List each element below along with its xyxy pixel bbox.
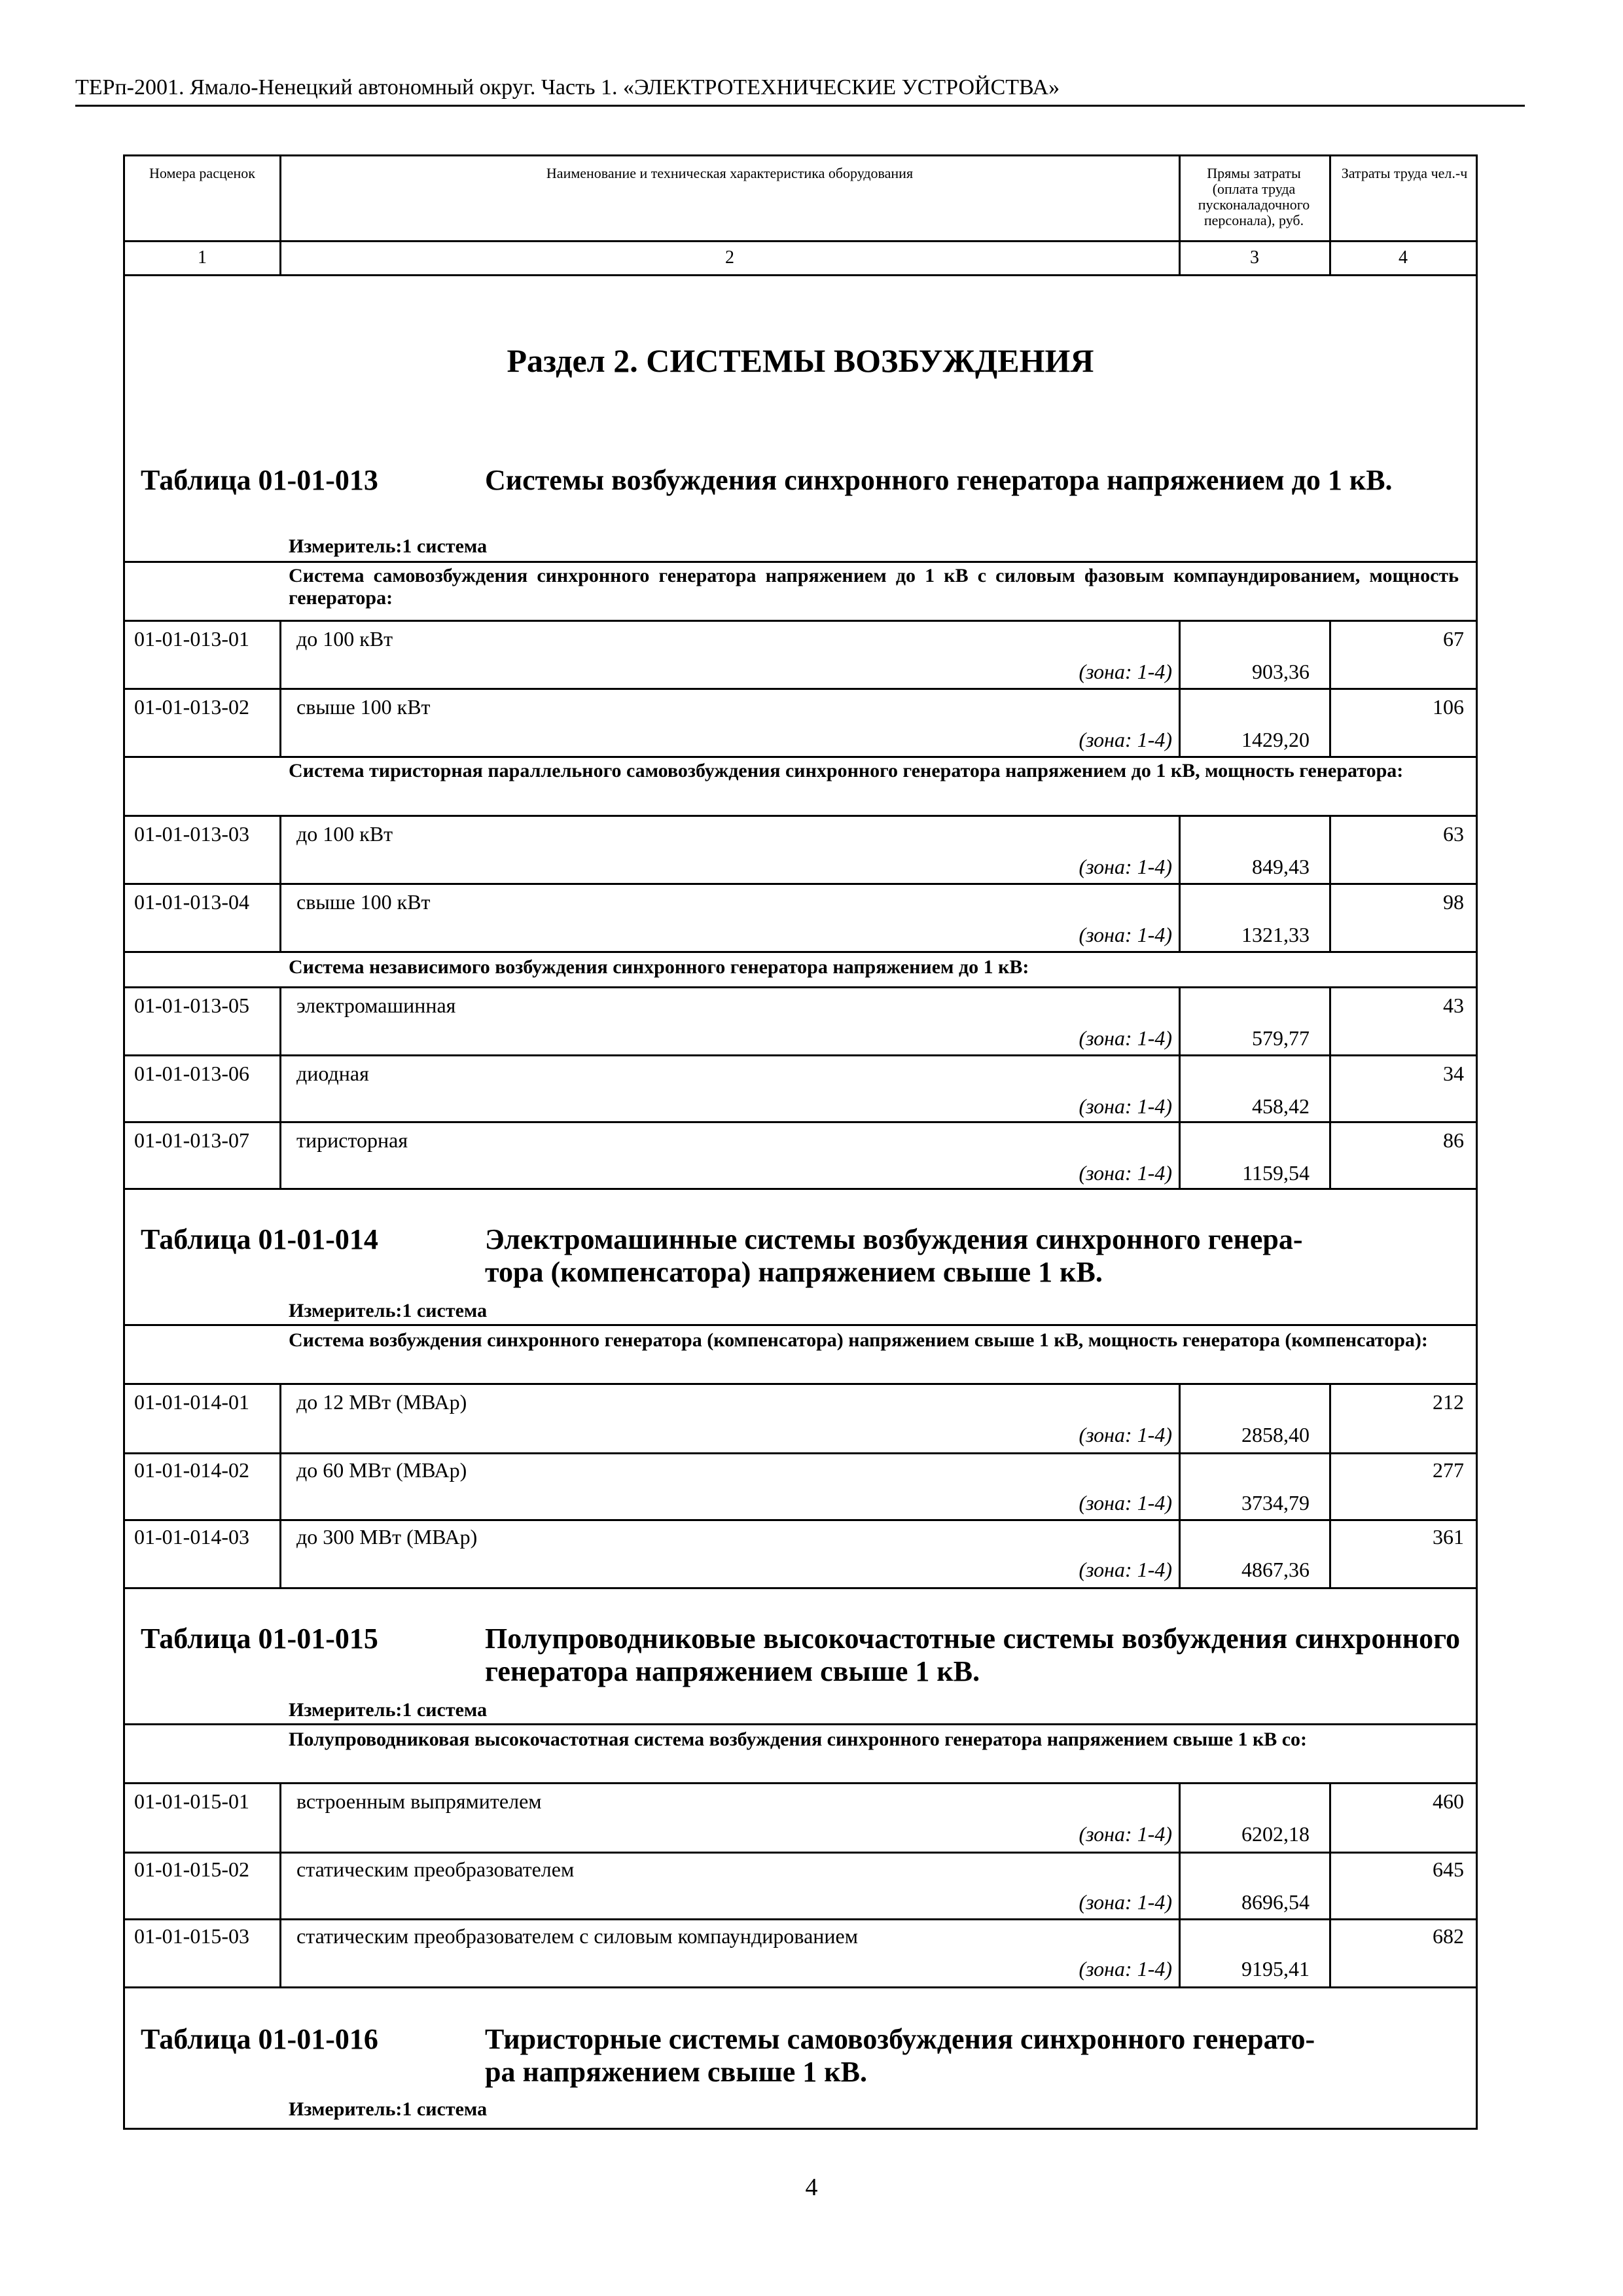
rate-description: тиристорная [296,1128,408,1152]
rate-zone: (зона: 1-4) [1079,1026,1172,1050]
column-number: 4 [1399,247,1408,268]
rate-zone: (зона: 1-4) [1079,1094,1172,1118]
table-title: Полупроводниковые высокочастотные системы возбуждения синхронного генератора напряжением свыше 1 кВ. [485,1623,1460,1687]
rate-code: 01-01-013-01 [134,627,249,651]
section-title: Раздел 2. СИСТЕМЫ ВОЗБУЖДЕНИЯ [507,342,1094,379]
column-number: 3 [1250,247,1259,268]
table-label: Таблица 01-01-015 [141,1623,378,1655]
rate-direct-cost: 8696,54 [1241,1890,1310,1914]
row-rule [125,1587,1476,1589]
table-label: Таблица 01-01-014 [141,1223,378,1255]
rate-code: 01-01-013-03 [134,822,249,846]
row-rule [125,1121,1476,1123]
rate-labor: 34 [1443,1062,1464,1085]
row-rule [125,1986,1476,1988]
rate-direct-cost: 458,42 [1252,1094,1310,1118]
table-title-line-2: тора (компенсатора) напряжением свыше 1 кВ. [485,1256,1103,1288]
group-title: Система самовозбуждения синхронного генератора напряжением до 1 кВ с силовым фазовым компаундированием, мощность генератора: [289,565,1459,609]
rate-description: до 60 МВт (МВАр) [296,1458,467,1482]
table-title-line-1: Электромашинные системы возбуждения синхронного генера- [485,1223,1303,1255]
row-rule [125,1852,1476,1854]
rate-description: свыше 100 кВт [296,695,431,719]
rate-description: до 300 МВт (МВАр) [296,1525,478,1549]
row-rule [125,1519,1476,1521]
row-rule [125,756,1476,758]
rate-code: 01-01-013-02 [134,695,249,719]
rate-description: статическим преобразователем с силовым компаундированием [296,1924,858,1948]
rate-zone: (зона: 1-4) [1079,1423,1172,1446]
row-rule [125,1918,1476,1920]
rate-zone: (зона: 1-4) [1079,1822,1172,1846]
rate-zone: (зона: 1-4) [1079,728,1172,751]
row-rule [125,1782,1476,1784]
row-rule [125,1723,1476,1725]
rate-labor: 682 [1433,1924,1464,1948]
rate-description: статическим преобразователем [296,1857,575,1881]
rate-zone: (зона: 1-4) [1079,855,1172,878]
column-header-codes: Номера расценок [149,165,255,181]
rate-code: 01-01-014-03 [134,1525,249,1549]
rate-direct-cost: 4867,36 [1241,1558,1310,1581]
price-table [123,154,1478,2130]
rate-labor: 98 [1443,890,1464,914]
row-rule [125,1188,1476,1190]
row-rule [125,951,1476,953]
table-meter: Измеритель:1 система [289,535,488,557]
rate-code: 01-01-015-02 [134,1857,249,1881]
rate-labor: 361 [1433,1525,1464,1549]
table-title: Системы возбуждения синхронного генератора напряжением до 1 кВ. [485,464,1393,496]
rate-code: 01-01-013-07 [134,1128,249,1152]
column-number: 1 [198,247,207,268]
row-rule [125,1383,1476,1385]
rate-description: до 100 кВт [296,627,393,651]
rate-labor: 86 [1443,1128,1464,1152]
header-rule-line [125,274,1476,276]
rate-code: 01-01-015-03 [134,1924,249,1948]
row-rule [125,815,1476,817]
column-number: 2 [725,247,734,268]
rate-direct-cost: 3734,79 [1241,1491,1310,1515]
group-title: Система тиристорная параллельного самовозбуждения синхронного генератора напряжением до 1 кВ, мощность генератора: [289,760,1404,781]
column-header-labor: Затраты труда чел.-ч [1341,165,1468,181]
rate-description: электромашинная [296,994,456,1017]
header-rule-line [125,240,1476,242]
row-rule [125,561,1476,563]
rate-code: 01-01-014-01 [134,1390,249,1414]
table-label: Таблица 01-01-016 [141,2023,378,2055]
rate-zone: (зона: 1-4) [1079,660,1172,683]
column-divider [1179,1383,1181,1587]
rate-code: 01-01-013-04 [134,890,249,914]
rate-description: диодная [296,1062,369,1085]
column-divider [1179,1782,1181,1986]
table-meter: Измеритель:1 система [289,1300,488,1321]
row-rule [125,1452,1476,1454]
rate-description: встроенным выпрямителем [296,1789,542,1813]
rate-code: 01-01-013-05 [134,994,249,1017]
row-rule [125,1324,1476,1326]
column-header-direct-costs: Прямы затраты (оплата труда пусконаладочного персонала), руб. [1198,165,1310,228]
row-rule [125,986,1476,988]
rate-direct-cost: 849,43 [1252,855,1310,878]
row-rule [125,688,1476,690]
rate-direct-cost: 903,36 [1252,660,1310,683]
column-header-description: Наименование и техническая характеристика оборудования [546,165,914,181]
table-meter: Измеритель:1 система [289,1699,488,1721]
rate-description: до 100 кВт [296,822,393,846]
group-title: Система независимого возбуждения синхронного генератора напряжением до 1 кВ: [289,956,1029,978]
group-title: Полупроводниковая высокочастотная система возбуждения синхронного генератора напряжением свыше 1 кВ со: [289,1729,1308,1750]
rate-labor: 67 [1443,627,1464,651]
rate-zone: (зона: 1-4) [1079,1890,1172,1914]
table-meter: Измеритель:1 система [289,2098,488,2120]
rate-direct-cost: 1429,20 [1241,728,1310,751]
rate-code: 01-01-013-06 [134,1062,249,1085]
rate-zone: (зона: 1-4) [1079,1491,1172,1515]
rate-description: до 12 МВт (МВАр) [296,1390,467,1414]
rate-zone: (зона: 1-4) [1079,1558,1172,1581]
column-divider [279,1782,281,1986]
header-rule [75,105,1525,107]
rate-code: 01-01-015-01 [134,1789,249,1813]
rate-labor: 212 [1433,1390,1464,1414]
table-label: Таблица 01-01-013 [141,464,378,496]
rate-zone: (зона: 1-4) [1079,923,1172,946]
column-divider [279,986,281,1188]
column-divider [279,1383,281,1587]
row-rule [125,620,1476,622]
rate-zone: (зона: 1-4) [1079,1957,1172,1981]
rate-labor: 645 [1433,1857,1464,1881]
rate-direct-cost: 6202,18 [1241,1822,1310,1846]
rate-labor: 460 [1433,1789,1464,1813]
row-rule [125,883,1476,885]
rate-direct-cost: 1321,33 [1241,923,1310,946]
running-header: ТЕРп-2001. Ямало-Ненецкий автономный округ. Часть 1. «ЭЛЕКТРОТЕХНИЧЕСКИЕ УСТРОЙСТВА» [75,75,1060,99]
rate-code: 01-01-014-02 [134,1458,249,1482]
row-rule [125,1054,1476,1056]
rate-zone: (зона: 1-4) [1079,1161,1172,1185]
page-number: 4 [805,2174,818,2201]
rate-labor: 43 [1443,994,1464,1017]
rate-labor: 277 [1433,1458,1464,1482]
rate-direct-cost: 579,77 [1252,1026,1310,1050]
rate-description: свыше 100 кВт [296,890,431,914]
group-title: Система возбуждения синхронного генератора (компенсатора) напряжением свыше 1 кВ, мощность генератора (компенсатора): [289,1329,1428,1351]
rate-labor: 63 [1443,822,1464,846]
rate-direct-cost: 9195,41 [1241,1957,1310,1981]
rate-direct-cost: 1159,54 [1242,1161,1310,1185]
table-title-line-2: ра напряжением свыше 1 кВ. [485,2056,867,2088]
rate-direct-cost: 2858,40 [1241,1423,1310,1446]
rate-labor: 106 [1433,695,1464,719]
column-divider [1179,986,1181,1188]
table-title-line-1: Тиристорные системы самовозбуждения синхронного генерато- [485,2023,1315,2055]
